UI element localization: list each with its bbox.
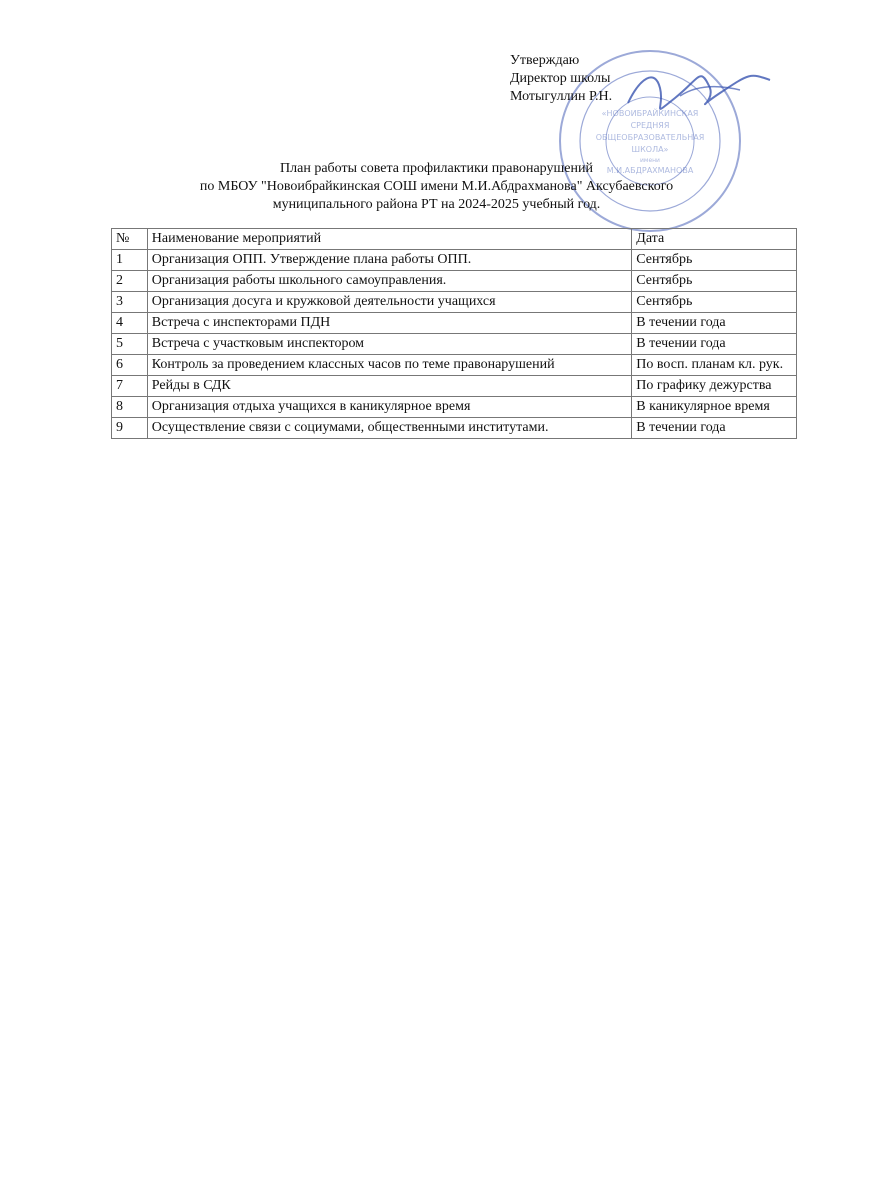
header-number: № [112,229,148,250]
row-date: В каникулярное время [632,397,797,418]
table-header-row [112,229,797,250]
row-date: Сентябрь [632,250,797,271]
svg-text:СРЕДНЯЯ: СРЕДНЯЯ [630,121,670,130]
row-activity: Осуществление связи с социумами, общественными институтами. [147,418,632,439]
svg-text:«НОВОИБРАЙКИНСКАЯ: «НОВОИБРАЙКИНСКАЯ [601,109,699,118]
row-date: В течении года [632,334,797,355]
row-number: 3 [112,292,148,313]
row-number: 9 [112,418,148,439]
row-number: 6 [112,355,148,376]
header-activity: Наименование мероприятий [147,229,632,250]
row-date: Сентябрь [632,271,797,292]
table-row [112,376,797,397]
row-date: По восп. планам кл. рук. [632,355,797,376]
table-row [112,250,797,271]
table-row [112,334,797,355]
row-activity: Организация работы школьного самоуправления. [147,271,632,292]
row-activity: Организация ОПП. Утверждение плана работы ОПП. [147,250,632,271]
director-signature [620,58,780,128]
row-date: В течении года [632,313,797,334]
table-row [112,271,797,292]
header-date: Дата [632,229,797,250]
row-activity: Встреча с инспекторами ПДН [147,313,632,334]
svg-text:ШКОЛА»: ШКОЛА» [631,145,669,154]
title-line-3: муниципального района РТ на 2024-2025 учебный год. [272,197,601,212]
table-row [112,397,797,418]
row-activity: Контроль за проведением классных часов по теме правонарушений [147,355,632,376]
approval-line-name: Мотыгуллин Р.Н. [510,89,613,104]
row-number: 4 [112,313,148,334]
document-title [0,160,873,214]
row-activity: Рейды в СДК [147,376,632,397]
row-activity: Организация отдыха учащихся в каникулярное время [147,397,632,418]
row-number: 1 [112,250,148,271]
plan-table [111,228,797,439]
title-line-2: по МБОУ "Новоибрайкинская СОШ имени М.И.Абдрахманова" Аксубаевского [199,179,674,194]
table-row [112,313,797,334]
row-number: 2 [112,271,148,292]
row-activity: Встреча с участковым инспектором [147,334,632,355]
svg-text:ОБЩЕОБРАЗОВАТЕЛЬНАЯ: ОБЩЕОБРАЗОВАТЕЛЬНАЯ [595,133,705,142]
row-number: 7 [112,376,148,397]
table-row [112,292,797,313]
row-number: 8 [112,397,148,418]
table-row [112,418,797,439]
row-activity: Организация досуга и кружковой деятельности учащихся [147,292,632,313]
approval-line-position: Директор школы [510,71,611,86]
svg-text:имени: имени [640,157,660,164]
row-date: В течении года [632,418,797,439]
title-line-1: План работы совета профилактики правонарушений [280,161,593,176]
approval-block [510,52,612,106]
row-date: Сентябрь [632,292,797,313]
row-date: По графику дежурства [632,376,797,397]
svg-text:М.И.АБДРАХМАНОВА: М.И.АБДРАХМАНОВА [606,166,694,175]
approval-line-approve: Утверждаю [510,53,580,68]
table-row [112,355,797,376]
row-number: 5 [112,334,148,355]
